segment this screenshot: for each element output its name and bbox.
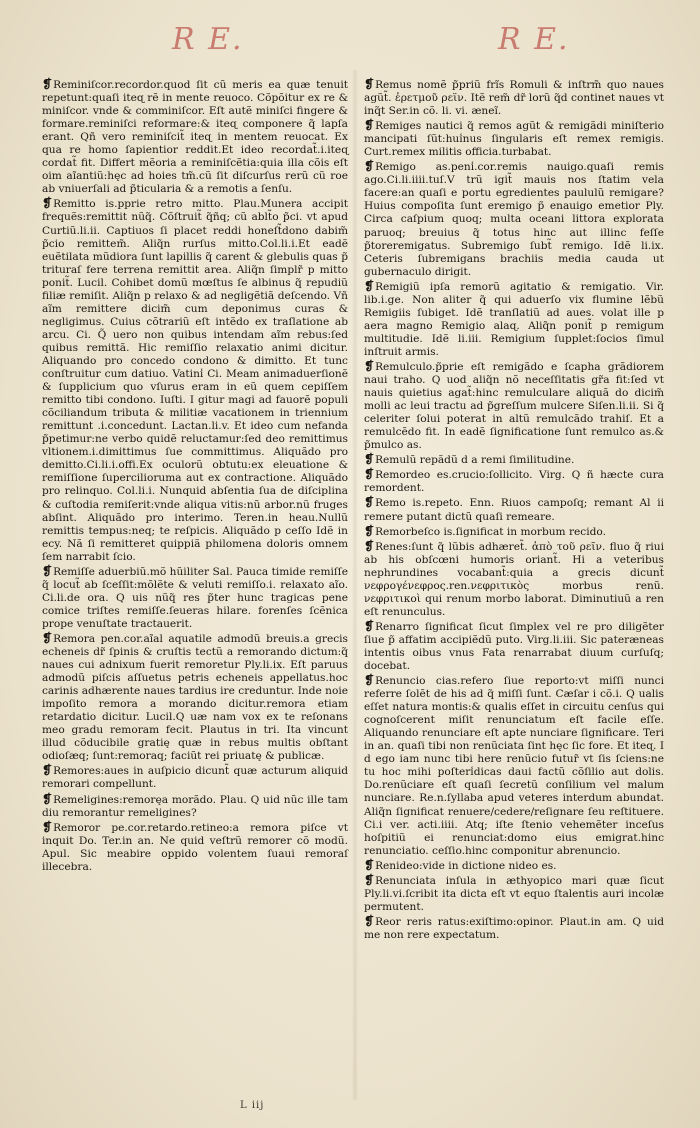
dictionary-entry: ❡Remiges nautici q̃ remos agũt & remigãdi miniſterio mancipati ſũt:hui̾nus ſingularis eſt remex remigis. Curt.remex militis officia.turbabat. [364, 118, 664, 159]
dictionary-entry: ❡Reminiſcor.recordor.quod ſit cũ meris ea quæ tenuit repetunt:quaſi iteɋ rẽ in mente reuoco. Cõpõitur ex re & miniſcor. vnde & comminiſcor. Eſt autẽ miniſci fingere & formare.reminiſci reformare:& iteɋ componere q̃ lapſa erant. Qñ vero reminiſcit̃ iteɋ in mentem reuocat. Ex qua re homo ſapientior reddit.Et ideo recordat̃.i.iteɋ cordat̃ fit. Differt mẽoria a reminiſcẽtia:quia illa cõis eſt oim aĩantiũ:hęc ad hoies tm̃.cũ ſit diſcurſus rerũ cũ roe ab vniuerſali ad p̃ticularia & a remotis a ſenſu. [42, 77, 348, 196]
dictionary-entry: ❡Renes:ſunt q̃ lũbis adhæret̃. ἀπὸ τοῦ ρεῖν. fluo q̃ riui ab his obſcœni humoris oriant̃. Hi a veteribus nephrundines vocabant̃:quia a grecis dicunt̃ νεφρογένεφρος.ren.νεφριτικὸς morbus renũ. νεφριτικοὶ qui renum morbo laborat. Diminutiuũ a ren eſt renunculus. [364, 538, 664, 618]
paragraph-mark-icon: ❡ [364, 523, 375, 538]
dictionary-entry: ❡Remora pen.cor.aĩal aquatile admodũ breuis.a grecis echeneis dr̃ ſpinis & cruſtis tectũ a remorando dictum:q̃ naues cui adnixum fuerit remoretur Ply.li.ix. Eſt paruus admodũ piſcis aſſuetus petris echeneis appellatus.hoc carinis adhærente naues tardius ire creduntur. Inde noie impoſito remora a morando dicitur.remora etiam retardatio dicitur. Lucil.Q uæ nam vox ex te reſonans meo gradu remoram fecit. Plautus in tri. Ita vincunt illud cõducibile gratię quæ in rebus multis obſtant odioſæq; ſunt:remoraq; faciũt rei priuatę & publicæ. [42, 630, 348, 763]
dictionary-entry: ❡Renarro ſignificat ſicut ſimplex vel re pro diligẽter ſiue p̃ affatim accipiẽdũ puto. Virg.li.iii. Sic pateræneas intentis oibus vnus Fata renarrabat diuum curſuſq; docebat. [364, 618, 664, 673]
right-column [364, 78, 664, 943]
paragraph-mark-icon: ❡ [42, 791, 53, 806]
dictionary-entry: ❡Remigo as.peni̾.cor.remis nauigo.quaſi remis ago.Ci.li.iiii.tuſ.V trũ igit̃ mauis nos ſtatim vela facere:an quaſi e portu egredientes paululũ remigare? Huius compoſita ſunt eremigo p̃ enauigo emetior Ply. Circa caſpium quoq; multa oceani littora explorata paruoq; breuius q̃ totus hinc aut illinc feſſe p̃toreremigatus. Subremigo ſubt̃ remigo. Idẽ li.ix. Ceteris ſubremigans brachiis media cauda ut gubernaculo dirigit. [364, 159, 664, 278]
paragraph-mark-icon: ❡ [42, 196, 53, 211]
paragraph-mark-icon: ❡ [364, 358, 375, 373]
paragraph-mark-icon: ❡ [364, 913, 375, 928]
dictionary-entry: ❡Renuncio cias.refero ſiue reporto:vt miſſi nunci referre ſolẽt de his ad q̃ miſſi ſunt. Cæſar i cõ.i. Q ualis eſſet natura montis:& qualis eſſet in circuitu cenſus qui cognoſcerent miſit renunciatum eſt facile eſſe. Aliquando renunciare eſt apte nunciare ſignificare. Teri in an. quaſi tibi non renũciata ſint hęc ſic fore. Et iteɋ. I d ego iam nunc tibi here renũcio futur̃ vt ſis ſciens:ne tu hoc mihi poſteri̾dicas daui factũ cõſilio aut dolis. Do.renũciare eſt quaſi ſecretũ conſilium vel malum nunciare. Re.n.ſyllaba apud veteres interdum abundat. Aliq̃n ſignificat renuere/cedere/reſignare ſeu reſtituere. Ci.i ver. acti.iiii. Atq; iſte ſtenio vehemẽter inceſus hoſpitiũ ei renunciat:domo eius emigrat.hinc renunciatio. ceſſio.hinc componitur abrenuncio. [364, 673, 664, 857]
paragraph-mark-icon: ❡ [364, 673, 375, 688]
signature-mark: L iij [240, 1100, 265, 1111]
dictionary-entry: ❡Remores:aues in auſpicio dicunt̃ quæ acturum aliquid remorari compellunt. [42, 763, 348, 791]
paragraph-mark-icon: ❡ [364, 538, 375, 553]
paragraph-mark-icon: ❡ [42, 77, 53, 91]
dictionary-entry: ❡Reor reris ratus:exiſtimo:opinor. Plaut.in am. Q uid me non rere expectatum. [364, 913, 664, 941]
dictionary-entry: ❡Remigiũ ipſa remorũ agitatio & remigatio. Vir. lib.i.ge. Non aliter q̃ qui aduerſo vix flumine lẽbũ Remigiis ſubiget. Idẽ tranſlatiũ ad aues. volat ille p aera magno Remigio alaɋ. Aliq̃n ponit̃ p remigum multitudie. Idẽ li.iii. Remigium ſupplet:ſocios ſimul inſtruit armis. [364, 278, 664, 358]
paragraph-mark-icon: ❡ [364, 872, 375, 887]
running-head-left: R E. [172, 22, 244, 57]
paragraph-mark-icon: ❡ [42, 630, 53, 645]
dictionary-entry: ❡Remordeo es.crucio:ſollicito. Virg. Q ñ hæcte cura remordent. [364, 467, 664, 495]
paragraph-mark-icon: ❡ [364, 118, 375, 133]
dictionary-entry: ❡Renunciata inſula in æthyopico mari quæ ſicut Ply.li.vi.ſcribit ita dicta eſt vt equo ſtalentis auri incolæ permutent. [364, 872, 664, 913]
paragraph-mark-icon: ❡ [364, 618, 375, 633]
paragraph-mark-icon: ❡ [42, 563, 53, 578]
dictionary-entry: ❡Remiſſe aduerbiũ.mõ hũiliter Sal. Pauca timide remiſſe q̃ locut̃ ab ſceſſit:mõlẽte & veluti remiſſo.i. relaxato aĩo. Ci.li.de ora. Q uis nũq̃ res p̃ter hunc tragicas pene comice triſtes remiſſe.ſeueras hilare. forenſes ſcẽnica prope venuſtate tractauerit. [42, 563, 348, 630]
paragraph-mark-icon: ❡ [42, 819, 53, 834]
paragraph-mark-icon: ❡ [364, 159, 375, 174]
dictionary-entry: ❡Remitto is.pprie retro mitto. Plau.Munera accipit frequẽs:remittit nũq̃. Cõſtruit̃ q̃ñq; cũ ablt̃o p̃ci. vt apud Curtiũ.li.ii. Captiuos ſi placet reddi honeſt̃dono dabim̃ p̃cio remittem̃. Aliq̃n rurſus mitto.Col.li.i.Et eadẽ euẽtilata mũdiora ſunt lapillis q̃ carent & glebulis quas p̃ trituraſ fere terrena remittit area. Aliq̃n ſimplr̃ p mitto ponit̃. Lucil. Cohibet domũ mœſtus ſe albinus q̃ repudiũ filiæ remiſit. Aliq̃n p relaxo & ad negligẽtiã deſcendo. Vñ aĩm remittere dicim̃ cum deponimus curas & negligimus. Cuius cõtrariũ eſt intẽdo ex traſlatione ab arcu. Ci. Q̃ uero non quibus intendam aĩm rebus:ſed quibus remittã. Hic remiſſio relaxatio animi dicitur. Aliquando pro concedo condono & dimitto. Et tunc conſtruitur cum datiuo. Vatini̾ Ci. Meam animaduerſionẽ & ſupplicium quo vſurus eram in eũ quem cepiſſem remitto tibi condono. Iuſti. I gitur magi ad fauorẽ populi cõciliandum tributa & militiæ vacationem in triennium remittunt .i.concedunt. Lactan.li.v. Et ideo cum nefanda p̃petimur:ne verbo quidẽ reluctamur:ſed deo remittimus vltionem.i.dimittimus ſue committimus. Aliquãdo pro demitto.Ci.li.i.offi.Ex oculorũ obtutu:ex eleuatione & remiſſione ſupercilioruma aut ex contractione. Aliquãdo pro relinquo. Col.li.i. Nunquid abſentia ſua de diſciplina & cuſtodia remiſerit:vnde aliqua vitis:nũ arbor.nũ fruges abſint. Aliquãdo pro interimo. Teren.in heau.Nullũ remittis tempus:neq; te reſpicis. Aliquãdo p ceſſo Idẽ in ecy. Nã ſi remitteret quippiã philomena doloris omnem ſem narrabit ſcio. [42, 196, 348, 563]
paragraph-mark-icon: ❡ [364, 495, 375, 510]
paragraph-mark-icon: ❡ [364, 452, 375, 467]
paragraph-mark-icon: ❡ [364, 467, 375, 482]
paragraph-mark-icon: ❡ [364, 278, 375, 293]
dictionary-entry: ❡Remulculo.p̃prie eſt remigãdo e ſcapha grãdiorem naui traho. Q uod aliq̃n nõ neceſſitatis gr̃a fit:ſed vt nauis quietius agat̃:hinc remulculare aliquã do dicim̃ molli ac leui tractu ad p̃greſſum mulcere Siſen.li.ii. Si q̃ celeriter ſolui poterat in altũ remulcãdo trahiſ. Et a remulcẽdo fit. In eadẽ ſignificatione ſunt remulco as.& p̃mulco as. [364, 358, 664, 452]
dictionary-entry: ❡Remus nomẽ p̃priũ frĩs Romuli & inſtrm̃ quo naues agũt̃. ἐρετμοῦ ρεϊν. Itẽ rem̃ dr̃ lorũ q̃d continet naues vt inq̃t Ser.in cõ. li. vi. æneĩ. [364, 77, 664, 118]
dictionary-entry: ❡Remeligines:remoręa morãdo. Plau. Q uid nũc ille tam diu remorantur remeligines? [42, 791, 348, 819]
dictionary-entry: ❡Remulũ repãdũ d a remi ſimilitudine. [364, 452, 575, 467]
paragraph-mark-icon: ❡ [42, 763, 53, 778]
paragraph-mark-icon: ❡ [364, 857, 375, 872]
dictionary-entry: ❡Remorbeſco is.ſignificat in morbum recido. [364, 523, 606, 538]
paragraph-mark-icon: ❡ [364, 77, 375, 91]
dictionary-entry: ❡Remoror pe.cor.retardo.retineo:a remora piſce vt inquit Do. Ter.in an. Ne quid veſtrũ remorer cõ modũ. Apul. Sic meabire oppido volentem ſuaui remoraſ illecebra. [42, 819, 348, 873]
left-column [42, 78, 348, 875]
running-head-right: R E. [498, 22, 570, 57]
column-gutter [352, 70, 358, 1100]
dictionary-entry: ❡Remo is.repeto. Enn. Riuos campoſq; remant Al ii remere putant dictũ quaſi remeare. [364, 495, 664, 523]
dictionary-entry: ❡Renideo:vide in dictione nideo es. [364, 857, 557, 872]
